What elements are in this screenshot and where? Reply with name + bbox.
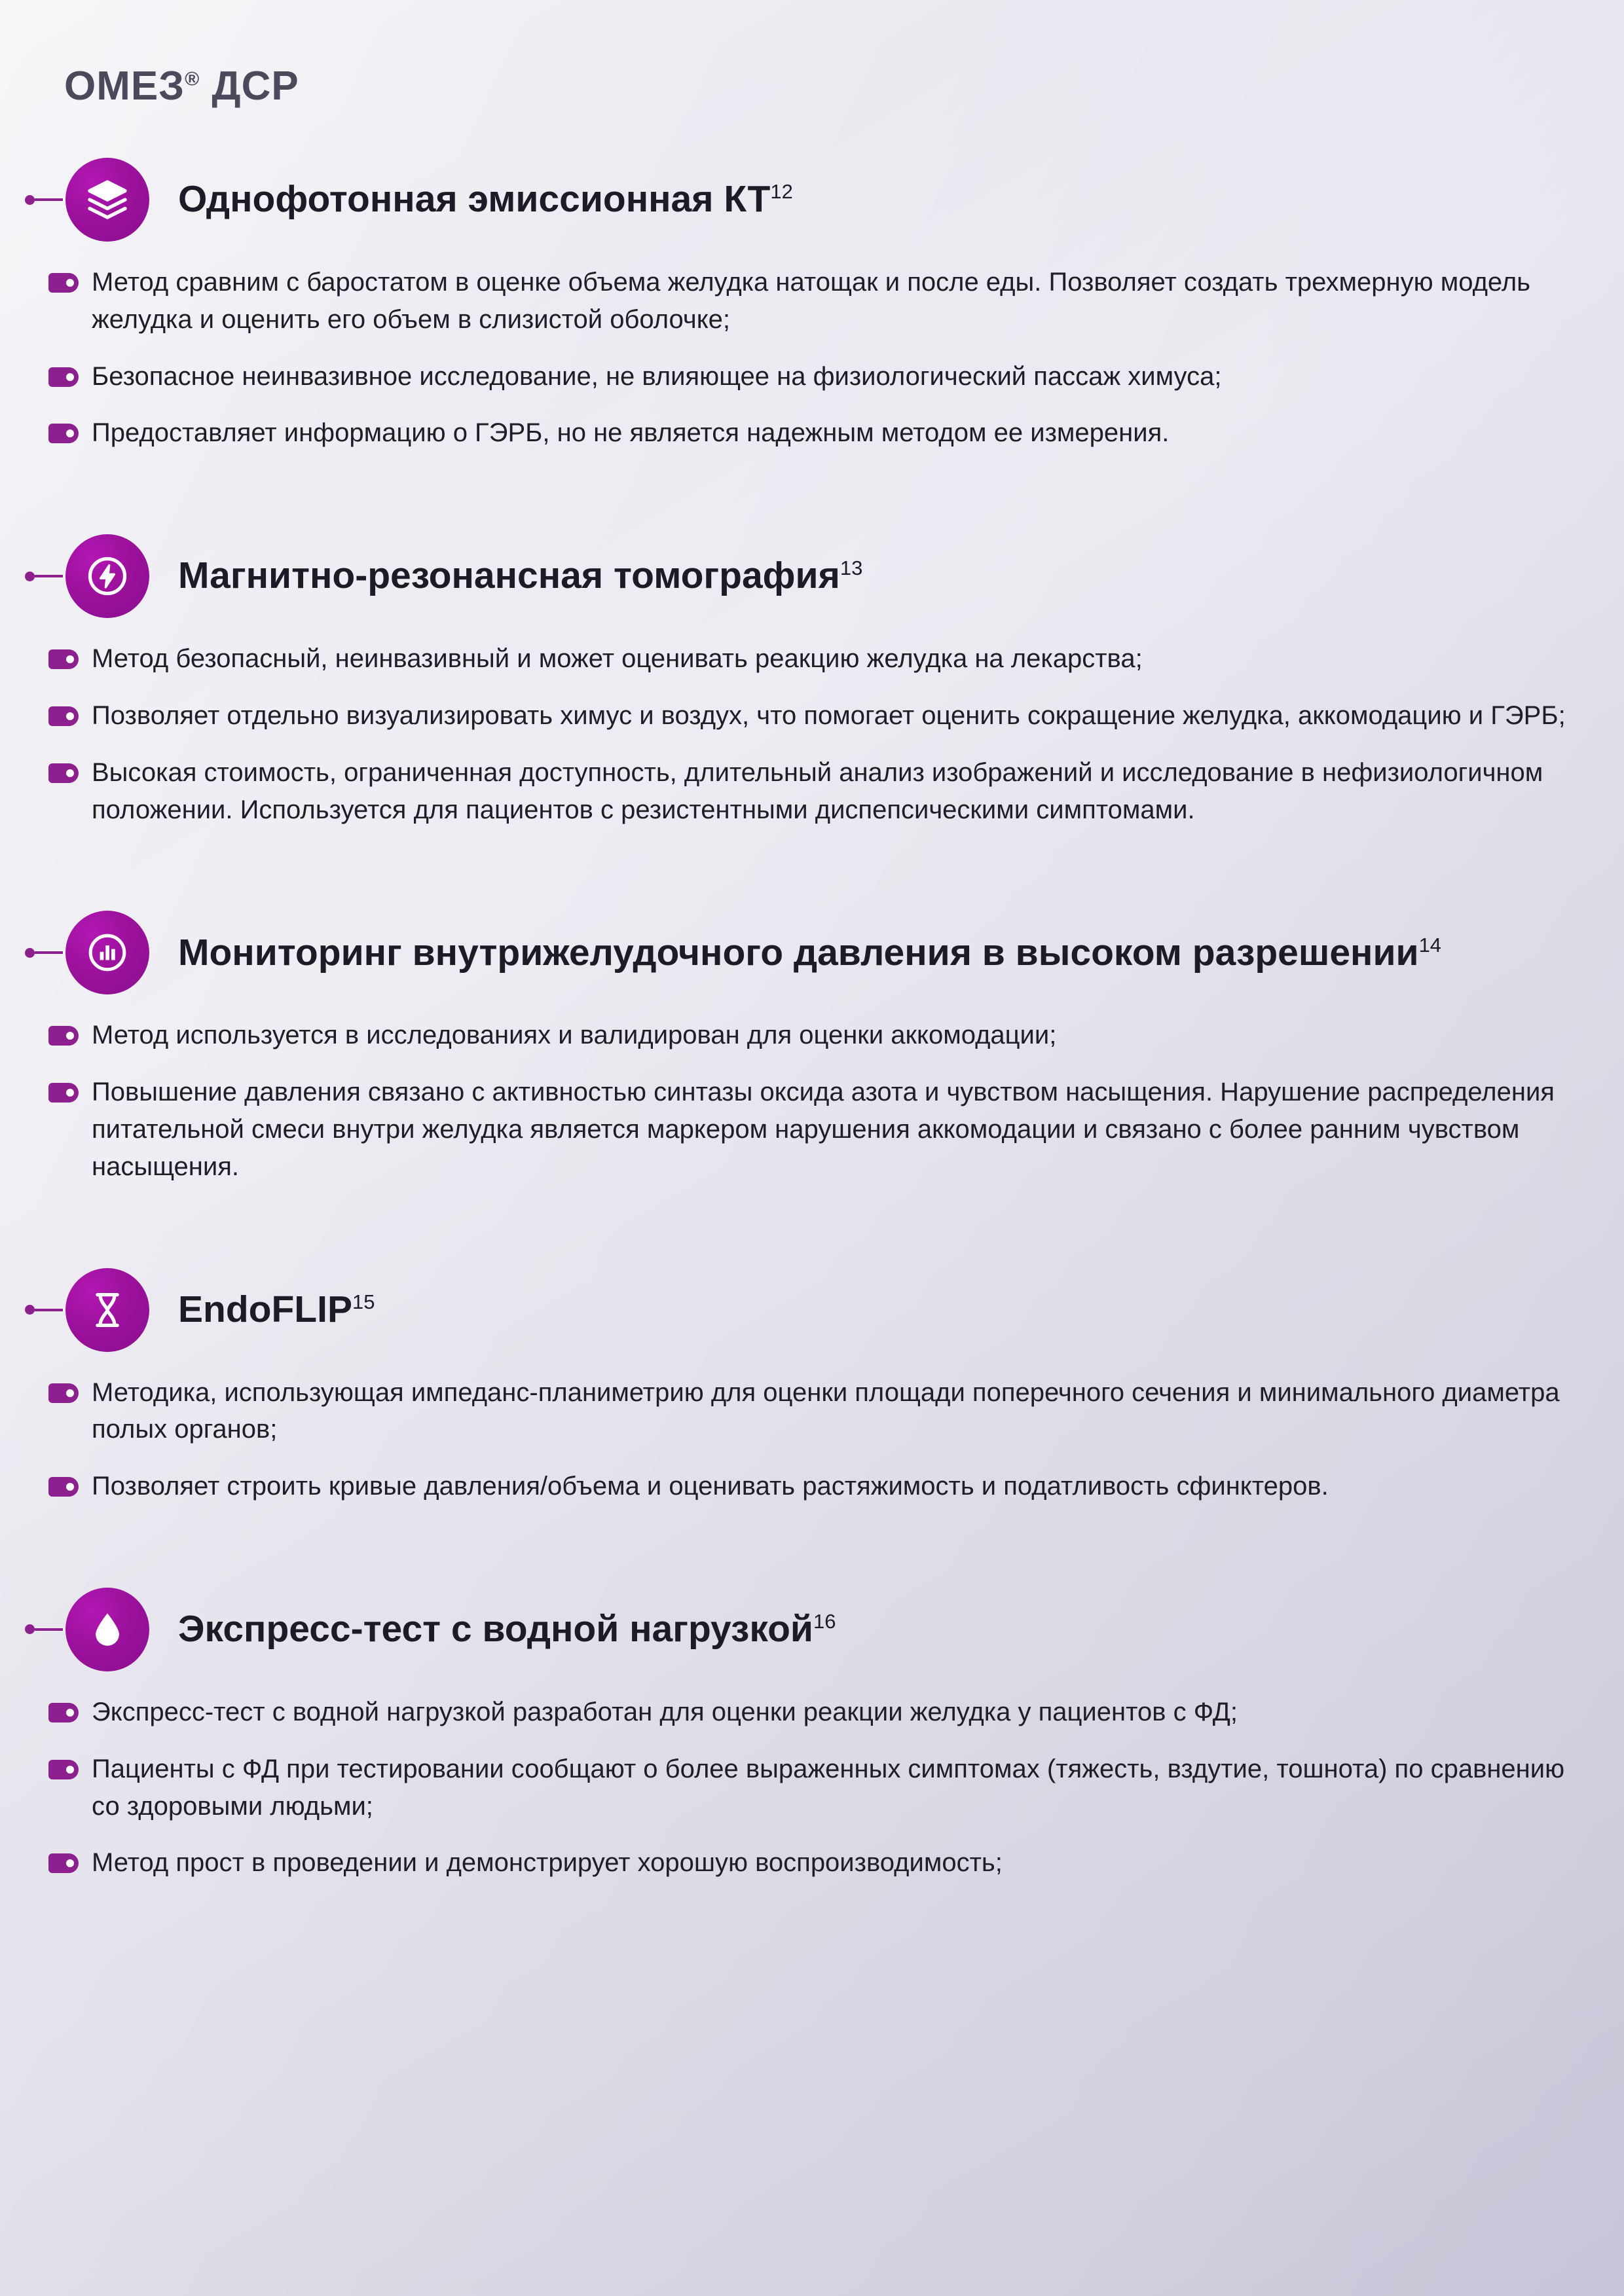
bullet-list — [48, 1374, 1572, 1505]
bullet-marker-icon — [48, 1026, 79, 1046]
section-title — [178, 177, 793, 223]
section-title — [178, 1287, 375, 1333]
list-item — [48, 414, 1572, 452]
list-item — [48, 1694, 1572, 1731]
section-hrim — [46, 911, 1572, 1185]
bullet-text: Высокая стоимость, ограниченная доступность, длительный анализ изображений и исследование в нефизиологичном положении. Используется для пациентов с резистентными диспепсическими симптомами. — [92, 757, 1543, 824]
section-header — [65, 158, 1572, 242]
bullet-marker-icon — [48, 1760, 79, 1779]
connector-marker — [25, 1624, 63, 1635]
list-item — [48, 1844, 1572, 1882]
section-header — [65, 1588, 1572, 1671]
list-item — [48, 754, 1572, 829]
bullet-list — [48, 1694, 1572, 1882]
brand-suffix: ДСР — [200, 64, 299, 109]
bullet-marker-icon — [48, 1083, 79, 1102]
bullet-text: Позволяет строить кривые давления/объема и оценивать растяжимость и податливость сфинктеров. — [92, 1472, 1329, 1501]
section-endoflip — [46, 1268, 1572, 1505]
bullet-text: Метод сравним с баростатом в оценке объема желудка натощак и после еды. Позволяет создать трехмерную модель желудка и оценить его объем в слизистой оболочке; — [92, 268, 1531, 334]
list-item — [48, 1468, 1572, 1505]
bullet-text: Экспресс-тест с водной нагрузкой разработан для оценки реакции желудка у пациентов с ФД; — [92, 1697, 1238, 1726]
section-title-reference: 12 — [770, 180, 793, 204]
bullet-text: Метод безопасный, неинвазивный и может оценивать реакцию желудка на лекарства; — [92, 644, 1143, 674]
section-water-load-test — [46, 1588, 1572, 1882]
section-title-text: Мониторинг внутрижелудочного давления в высоком разрешении — [178, 931, 1419, 974]
bullet-list — [48, 640, 1572, 828]
list-item — [48, 1751, 1572, 1825]
section-title-reference: 15 — [352, 1290, 375, 1313]
connector-marker — [25, 1305, 63, 1315]
section-spect — [46, 158, 1572, 452]
pressure-gauge-icon — [65, 911, 149, 994]
section-title-text: Магнитно-резонансная томография — [178, 555, 840, 597]
list-item — [48, 640, 1572, 678]
hourglass-icon — [65, 1268, 149, 1352]
bullet-marker-icon — [48, 1703, 79, 1722]
list-item — [48, 697, 1572, 735]
section-header — [65, 911, 1572, 994]
connector-marker — [25, 194, 63, 205]
bullet-marker-icon — [48, 367, 79, 387]
section-header — [65, 534, 1572, 618]
spacer — [46, 1525, 1572, 1588]
bullet-list — [48, 1017, 1572, 1185]
section-title-text: EndoFLIP — [178, 1288, 352, 1330]
bullet-list — [48, 264, 1572, 452]
bullet-marker-icon — [48, 424, 79, 443]
section-title-text: Экспресс-тест с водной нагрузкой — [178, 1608, 813, 1650]
section-title-reference: 13 — [840, 556, 863, 580]
layers-icon — [65, 158, 149, 242]
spacer — [46, 471, 1572, 534]
bullet-text: Метод прост в проведении и демонстрирует хорошую воспроизводимость; — [92, 1848, 1003, 1878]
magnet-pulse-icon — [65, 534, 149, 618]
bullet-marker-icon — [48, 706, 79, 726]
section-title — [178, 930, 1441, 976]
section-header — [65, 1268, 1572, 1352]
sections-list — [46, 158, 1572, 1882]
spacer — [46, 1205, 1572, 1268]
section-title — [178, 1607, 836, 1652]
list-item — [48, 1017, 1572, 1054]
bullet-text: Методика, использующая импеданс-планиметрию для оценки площади поперечного сечения и минимального диаметра полых органов; — [92, 1377, 1560, 1444]
bullet-marker-icon — [48, 1383, 79, 1403]
spacer — [46, 848, 1572, 911]
section-title-reference: 16 — [813, 1610, 836, 1633]
list-item — [48, 264, 1572, 338]
list-item — [48, 1074, 1572, 1185]
section-title-reference: 14 — [1418, 933, 1442, 957]
bullet-text: Пациенты с ФД при тестировании сообщают о более выраженных симптомах (тяжесть, вздутие, тошнота) по сравнению со здоровыми людьми; — [92, 1754, 1565, 1821]
bullet-text: Метод используется в исследованиях и валидирован для оценки аккомодации; — [92, 1021, 1057, 1050]
bullet-text: Позволяет отдельно визуализировать химус и воздух, что помогает оценить сокращение желудка, аккомодацию и ГЭРБ; — [92, 701, 1566, 730]
list-item — [48, 358, 1572, 395]
section-title-text: Однофотонная эмиссионная КТ — [178, 178, 771, 221]
water-drop-icon — [65, 1588, 149, 1671]
connector-marker — [25, 571, 63, 581]
bullet-marker-icon — [48, 1853, 79, 1873]
bullet-marker-icon — [48, 649, 79, 669]
list-item — [48, 1374, 1572, 1449]
bullet-marker-icon — [48, 763, 79, 783]
section-title — [178, 553, 862, 599]
connector-marker — [25, 947, 63, 958]
brand-registered-mark: ® — [185, 68, 200, 90]
brand-title — [64, 63, 1572, 109]
bullet-text: Повышение давления связано с активностью синтазы оксида азота и чувством насыщения. Нарушение распределения питательной смеси внутри желудка является маркером нарушения аккомодации и связано с более ранним чувством насыщения. — [92, 1078, 1555, 1181]
bullet-marker-icon — [48, 273, 79, 293]
section-mri — [46, 534, 1572, 828]
bullet-marker-icon — [48, 1477, 79, 1497]
bullet-text: Безопасное неинвазивное исследование, не влияющее на физиологический пассаж химуса; — [92, 361, 1222, 391]
bullet-text: Предоставляет информацию о ГЭРБ, но не является надежным методом ее измерения. — [92, 418, 1170, 448]
brand-name: ОМЕЗ — [64, 64, 185, 109]
